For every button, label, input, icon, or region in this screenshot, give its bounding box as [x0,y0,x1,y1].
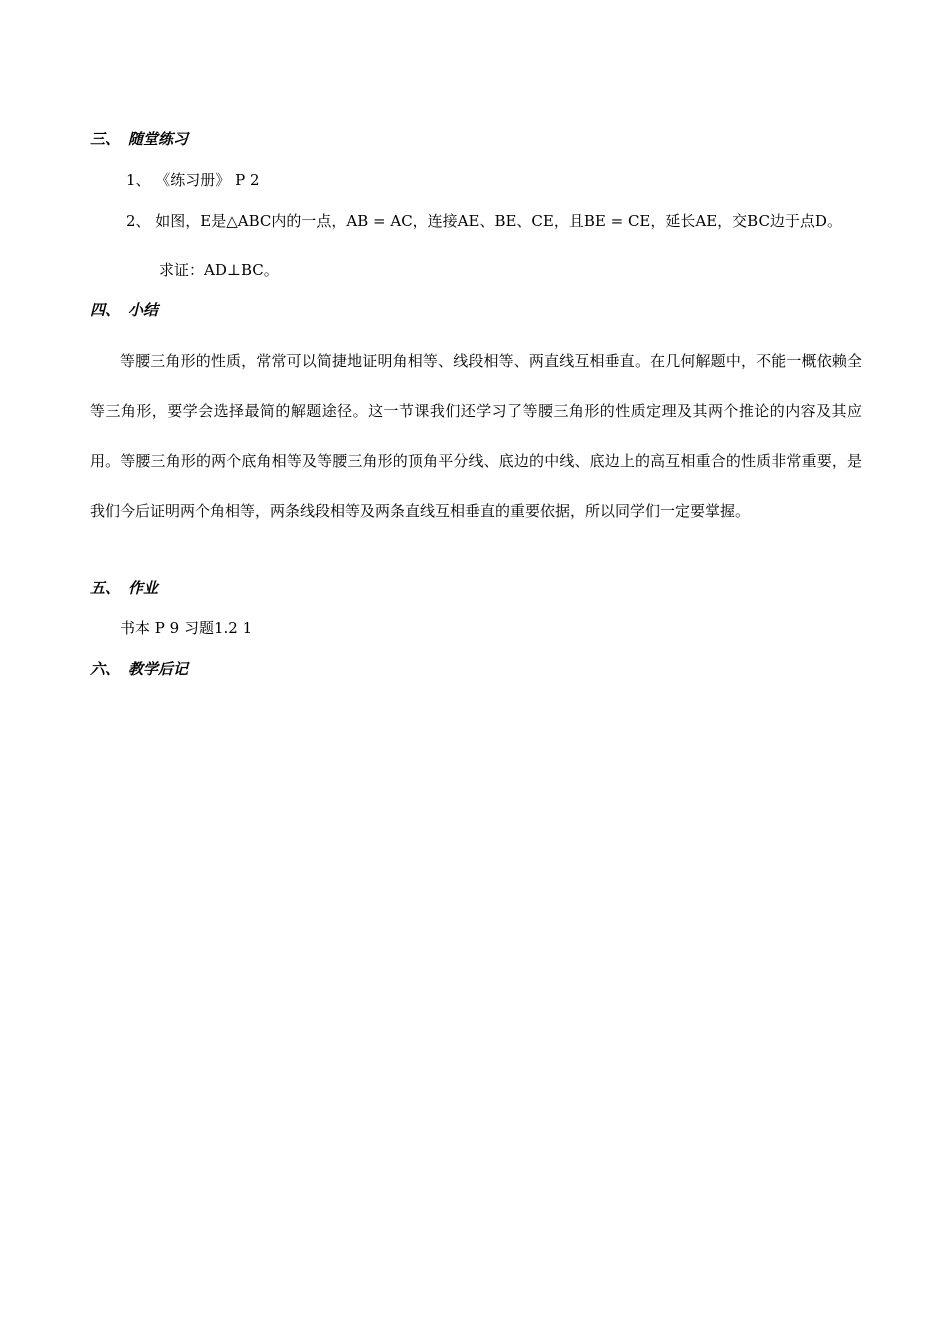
section-number: 三、 [90,130,121,148]
section-number: 六、 [90,660,121,678]
summary-paragraph: 等腰三角形的性质，常常可以简捷地证明角相等、线段相等、两直线互相垂直。在几何解题中，不能一概依赖全等三角形，要学会选择最简的解题途径。这一节课我们还学习了等腰三角形的性质定理及其两个推论的内容及其应用。等腰三角形的两个底角相等及等腰三角形的顶角平分线、底边的中线、底边上的高互相重合的性质非常重要，是我们今后证明两个角相等，两条线段相等及两条直线互相垂直的重要依据，所以同学们一定要掌握。 [90,352,862,520]
practice-item-2: 2、 如图，E是△ABC内的一点，AB = AC，连接AE、BE、CE，且BE = CE，延长AE，交BC边于点D。 [126,212,842,230]
section-number: 四、 [90,301,121,319]
section-heading-reflection [90,658,188,679]
practice-item-1: 1、 《练习册》 P 2 [126,171,260,189]
section-title: 教学后记 [128,660,189,678]
homework-text: 书本 P 9 习题1.2 1 [120,619,253,637]
section-title: 小结 [128,301,159,319]
section-title: 作业 [128,579,159,597]
section-heading-summary [90,299,158,320]
section-heading-homework [90,577,158,598]
practice-proof: 求证：AD⊥BC。 [159,261,279,279]
section-title: 随堂练习 [128,130,189,148]
section-number: 五、 [90,579,121,597]
section-heading-practice [90,128,188,149]
